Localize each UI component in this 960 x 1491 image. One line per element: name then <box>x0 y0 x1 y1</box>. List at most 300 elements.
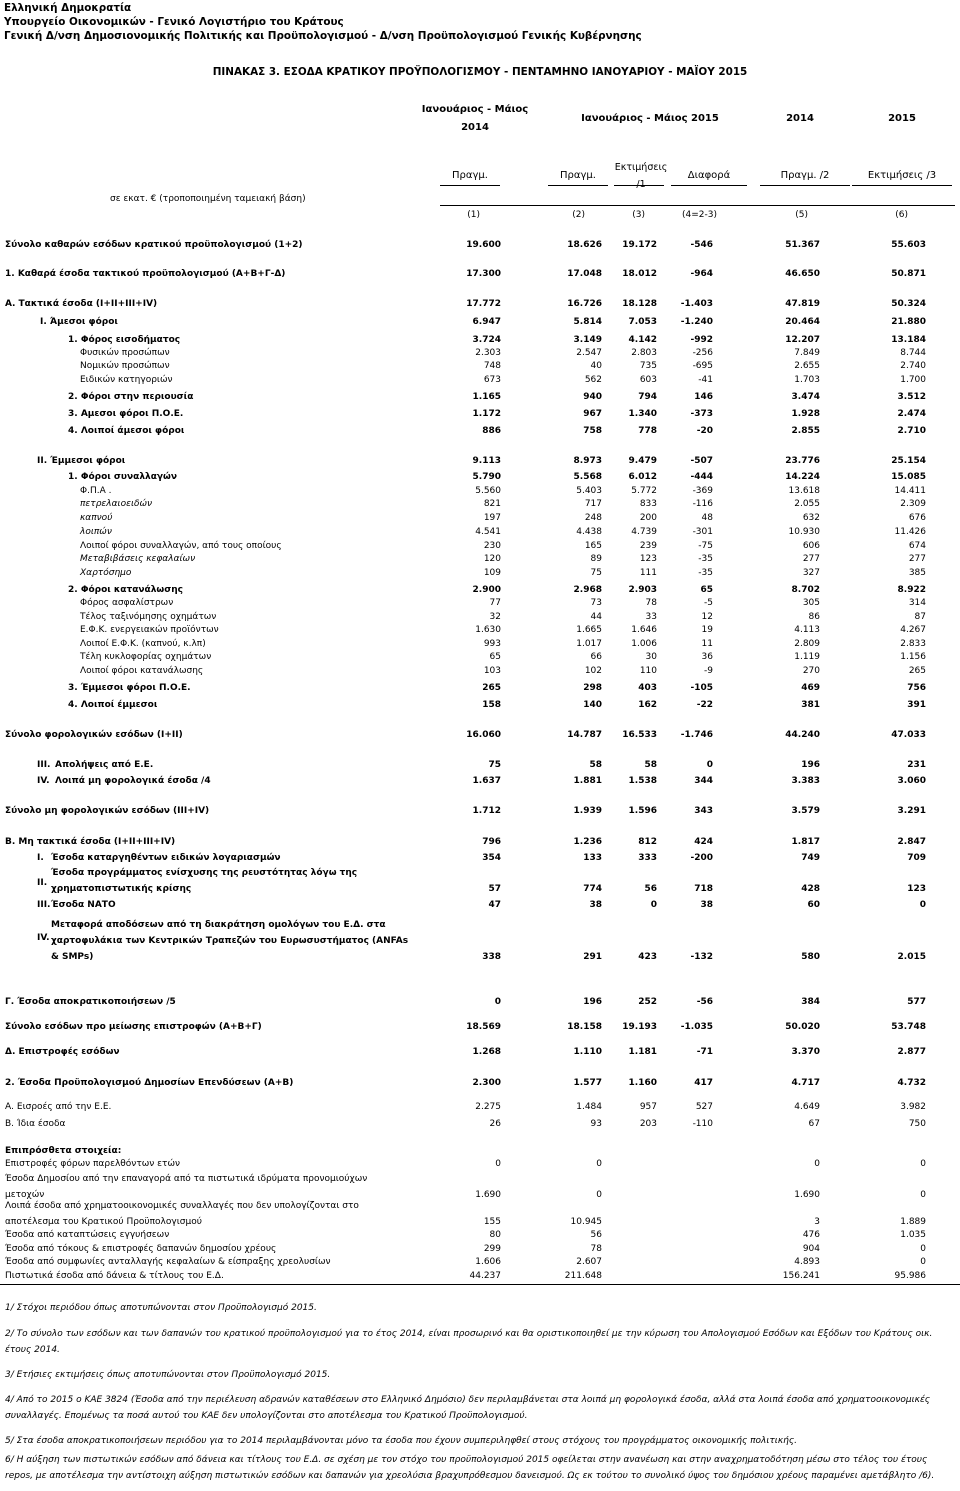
cell-col-2: 1.577 <box>573 1078 602 1088</box>
cell-col-4: -1.746 <box>680 730 713 740</box>
cell-col-6: 2.309 <box>900 499 926 509</box>
cell-col-4: 146 <box>694 392 713 402</box>
cell-col-3: 6.012 <box>628 472 657 482</box>
cell-col-1: 75 <box>488 760 501 770</box>
cell-col-2: 1.110 <box>573 1047 602 1057</box>
rule <box>614 185 664 186</box>
colnum-2: (2) <box>572 210 585 220</box>
cell-col-4: -105 <box>690 683 713 693</box>
cell-col-3: 2.903 <box>628 585 657 595</box>
cell-col-2: 1.665 <box>576 625 602 635</box>
cell-col-6: 4.267 <box>900 625 926 635</box>
col-group-1-line-2: 2014 <box>461 122 489 133</box>
table-row <box>0 1173 960 1200</box>
cell-col-4: -75 <box>698 541 713 551</box>
cell-col-1: 265 <box>482 683 501 693</box>
cell-col-3: 603 <box>639 375 657 385</box>
row-label: 4. Λοιποί άμεσοι φόροι <box>68 426 185 436</box>
cell-col-2: 1.939 <box>573 806 602 816</box>
cell-col-2: 18.626 <box>567 240 602 250</box>
cell-col-3: 7.053 <box>628 317 657 327</box>
cell-col-3: 735 <box>639 361 657 371</box>
table-row <box>0 1270 960 1283</box>
row-label: Τέλος ταξινόμησης οχημάτων <box>80 612 217 622</box>
cell-col-6: 385 <box>908 568 926 578</box>
cell-col-5: 749 <box>801 853 820 863</box>
cell-col-5: 3.383 <box>791 776 820 786</box>
cell-col-5: 476 <box>802 1230 820 1240</box>
cell-col-6: 577 <box>907 997 926 1007</box>
cell-col-6: 50.871 <box>891 269 926 279</box>
table-row <box>0 996 960 1009</box>
cell-col-2: 14.787 <box>567 730 602 740</box>
cell-col-6: 674 <box>908 541 926 551</box>
cell-col-6: 1.700 <box>900 375 926 385</box>
cell-col-4: -56 <box>696 997 713 1007</box>
cell-col-1: 796 <box>482 837 501 847</box>
row-label: λοιπών <box>80 527 112 537</box>
cell-col-6: 25.154 <box>891 456 926 466</box>
cell-col-1: 0 <box>494 997 501 1007</box>
cell-col-3: 1.006 <box>631 639 657 649</box>
cell-col-4: -507 <box>690 456 713 466</box>
row-label: Χαρτόσημο <box>80 568 132 578</box>
table-row <box>0 408 960 421</box>
cell-col-4: -964 <box>690 269 713 279</box>
unit-label: σε εκατ. € (τροποποιημένη ταμειακή βάση) <box>110 194 306 204</box>
table-row <box>0 759 960 772</box>
footnote: 4/ Από το 2015 ο ΚΑΕ 3824 (Έσοδα από την περιέλευση αδρανών καταθέσεων στο Ελληνικό Δημόσιο) δεν περιλαμβάνεται στα λοιπά μη φορολογικά έσοδα, αλλά στα λοιπά έσοδα από χρηματοοικονομικές συναλλαγές. Επομένως τα ποσά αυτού του ΚΑΕ δεν υπολογίζονται στο αποτέλεσμα του Κρατικού Προϋπολογισμού. <box>5 1395 931 1421</box>
cell-col-3: 33 <box>645 612 657 622</box>
col-group-3: 2014 <box>786 113 814 124</box>
cell-col-1: 338 <box>482 952 501 962</box>
col-group-1-line-1: Ιανουάριος - Μάιος <box>421 104 529 115</box>
row-label: Μεταφορά αποδόσεων από τη διακράτηση ομολόγων του Ε.Δ. στα <box>51 920 386 930</box>
cell-col-5: 2.055 <box>794 499 820 509</box>
cell-col-3: 1.340 <box>628 409 657 419</box>
footnote: 5/ Στα έσοδα αποκρατικοποιήσεων περιόδου για το 2014 περιλαμβάνονται μόνο τα έσοδα που έχουν συμπεριληφθεί στους στόχους του προγράμματος οικονομικής πολιτικής. <box>5 1436 798 1446</box>
cell-col-5: 1.119 <box>794 652 820 662</box>
cell-col-2: 298 <box>583 683 602 693</box>
row-label: Λοιποί Ε.Φ.Κ. (καπνού, κ.λπ) <box>80 639 206 649</box>
cell-col-2: 56 <box>590 1230 602 1240</box>
cell-col-2: 75 <box>590 568 602 578</box>
cell-col-5: 3.370 <box>791 1047 820 1057</box>
cell-col-3: 1.160 <box>628 1078 657 1088</box>
cell-col-6: 0 <box>920 1244 926 1254</box>
table-row <box>0 455 960 468</box>
row-label: Ε.Φ.Κ. ενεργειακών προϊόντων <box>80 625 219 635</box>
rule <box>671 185 747 186</box>
cell-col-2: 140 <box>583 700 602 710</box>
cell-col-5: 51.367 <box>785 240 820 250</box>
cell-col-2: 1.484 <box>576 1102 602 1112</box>
cell-col-4: -444 <box>690 472 713 482</box>
table-row <box>0 1158 960 1171</box>
table-title: ΠΙΝΑΚΑΣ 3. ΕΣΟΔΑ ΚΡΑΤΙΚΟΥ ΠΡΟΫΠΟΛΟΓΙΣΜΟΥ - ΠΕΝΤΑΜΗΝΟ ΙΑΝΟΥΑΡΙΟΥ - ΜΑΪΟΥ 2015 <box>212 66 748 78</box>
cell-col-6: 2.740 <box>900 361 926 371</box>
col-group-2: Ιανουάριος - Μάιος 2015 <box>581 113 719 124</box>
table-row <box>0 624 960 637</box>
cell-col-6: 14.411 <box>894 486 926 496</box>
cell-col-6: 391 <box>907 700 926 710</box>
table-row <box>0 239 960 252</box>
cell-col-3: 1.181 <box>628 1047 657 1057</box>
cell-col-6: 277 <box>908 554 926 564</box>
row-label: Επιπρόσθετα στοιχεία: <box>5 1146 122 1156</box>
row-label: Λοιποί φόροι συναλλαγών, από τους οποίους <box>80 541 282 551</box>
header-line-2: Υπουργείο Οικονομικών - Γενικό Λογιστήριο του Κράτους <box>4 16 344 28</box>
cell-col-3: 794 <box>638 392 657 402</box>
cell-col-5: 3.579 <box>791 806 820 816</box>
cell-col-6: 2.847 <box>897 837 926 847</box>
cell-col-2: 18.158 <box>567 1022 602 1032</box>
cell-col-3: 4.739 <box>631 527 657 537</box>
table-row <box>0 729 960 742</box>
cell-col-4: -116 <box>692 499 713 509</box>
cell-col-1: 354 <box>482 853 501 863</box>
cell-col-3: 252 <box>638 997 657 1007</box>
cell-col-5: 384 <box>801 997 820 1007</box>
cell-col-2: 78 <box>590 1244 602 1254</box>
col-head-2: Πραγμ. <box>560 170 596 181</box>
cell-col-3: 833 <box>639 499 657 509</box>
cell-col-4: 19 <box>701 625 713 635</box>
cell-col-2: 2.547 <box>576 348 602 358</box>
cell-col-3: 1.646 <box>631 625 657 635</box>
row-label: 3. Έμμεσοι φόροι Π.Ο.Ε. <box>68 683 191 693</box>
cell-col-6: 2.877 <box>897 1047 926 1057</box>
table-row <box>0 611 960 624</box>
table-row <box>0 512 960 525</box>
row-label: II. Έμμεσοι φόροι <box>37 456 126 466</box>
cell-col-2: 4.438 <box>576 527 602 537</box>
cell-col-1: 5.790 <box>472 472 501 482</box>
cell-col-1: 155 <box>483 1217 501 1227</box>
cell-col-4: -132 <box>690 952 713 962</box>
cell-col-2: 758 <box>583 426 602 436</box>
row-label: Επιστροφές φόρων παρελθόντων ετών <box>5 1159 181 1169</box>
cell-col-6: 3.512 <box>897 392 926 402</box>
cell-col-2: 196 <box>583 997 602 1007</box>
cell-col-2: 38 <box>589 900 602 910</box>
cell-col-3: 162 <box>638 700 657 710</box>
table-row <box>0 1229 960 1242</box>
cell-col-3: 2.803 <box>631 348 657 358</box>
rule <box>0 1284 960 1285</box>
row-label: Β. Μη τακτικά έσοδα (I+II+III+IV) <box>5 837 176 847</box>
cell-col-4: -35 <box>698 554 713 564</box>
cell-col-3: 30 <box>645 652 657 662</box>
cell-col-1: 17.772 <box>466 299 501 309</box>
cell-col-6: 0 <box>919 900 926 910</box>
cell-col-6: 3.291 <box>897 806 926 816</box>
cell-col-2: 44 <box>590 612 602 622</box>
cell-col-6: 8.922 <box>897 585 926 595</box>
cell-col-5: 305 <box>802 598 820 608</box>
cell-col-3: 333 <box>638 853 657 863</box>
cell-col-4: -992 <box>690 335 713 345</box>
cell-col-3: 812 <box>638 837 657 847</box>
cell-col-6: 53.748 <box>891 1022 926 1032</box>
cell-col-1: 748 <box>483 361 501 371</box>
row-label: Δ. Επιστροφές εσόδων <box>5 1047 120 1057</box>
col-head-1: Πραγμ. <box>452 170 488 181</box>
cell-col-4: 527 <box>695 1102 713 1112</box>
cell-col-3: 111 <box>639 568 657 578</box>
cell-col-2: 291 <box>583 952 602 962</box>
cell-col-6: 21.880 <box>891 317 926 327</box>
cell-col-5: 46.650 <box>785 269 820 279</box>
cell-col-3: 19.193 <box>622 1022 657 1032</box>
cell-col-1: 1.165 <box>472 392 501 402</box>
cell-col-5: 327 <box>802 568 820 578</box>
row-label: 4. Λοιποί έμμεσοι <box>68 700 158 710</box>
cell-col-2: 3.149 <box>573 335 602 345</box>
footnote: 6/ Η αύξηση των πιστωτικών εσόδων από δάνεια και τίτλους του Ε.Δ. σε σχέση με τον στόχο του προϋπολογισμού 2015 οφείλεται στην ανανέωση και στην αναχρηματοδότηση μέσω στο τέλος του έτους repos, με αποτέλεσμα την αντίστοιχη αύξηση πιστωτικών εσόδων και δαπανών για χρεολύσια βραχυπρόθεσμου δανεισμού. Ως εκ τούτου το συνολικό ύψος του δημόσιου χρέους παραμένει αμετάβλητο /6). <box>5 1455 935 1481</box>
cell-col-6: 2.015 <box>897 952 926 962</box>
cell-col-1: 2.275 <box>475 1102 501 1112</box>
cell-col-3: 5.772 <box>631 486 657 496</box>
cell-col-1: 4.541 <box>475 527 501 537</box>
cell-col-5: 0 <box>814 1159 820 1169</box>
cell-col-2: 73 <box>590 598 602 608</box>
cell-col-3: 203 <box>639 1119 657 1129</box>
cell-col-4: 65 <box>700 585 713 595</box>
cell-col-6: 709 <box>907 853 926 863</box>
cell-col-5: 606 <box>802 541 820 551</box>
cell-col-5: 2.809 <box>794 639 820 649</box>
table-row <box>0 1256 960 1269</box>
cell-col-5: 381 <box>801 700 820 710</box>
cell-col-1: 80 <box>489 1230 501 1240</box>
cell-col-5: 3 <box>814 1217 820 1227</box>
table-row <box>0 899 960 912</box>
cell-col-4: -200 <box>690 853 713 863</box>
table-row <box>0 852 960 865</box>
row-label: Απολήψεις από Ε.Ε. <box>55 760 154 770</box>
cell-col-1: 197 <box>483 513 501 523</box>
cell-col-1: 6.947 <box>472 317 501 327</box>
row-label: Σύνολο φορολογικών εσόδων (I+II) <box>5 730 183 740</box>
table-row <box>0 699 960 712</box>
cell-col-4: 11 <box>701 639 713 649</box>
cell-col-1: 120 <box>483 554 501 564</box>
cell-col-1: 57 <box>488 884 501 894</box>
cell-col-4: -9 <box>704 666 713 676</box>
cell-col-2: 0 <box>596 1190 602 1200</box>
cell-col-5: 7.849 <box>794 348 820 358</box>
table-row <box>0 553 960 566</box>
row-label: Νομικών προσώπων <box>80 361 170 371</box>
row-label: I. Άμεσοι φόροι <box>40 317 118 327</box>
table-row <box>0 391 960 404</box>
cell-col-3: 18.128 <box>622 299 657 309</box>
cell-col-4: 424 <box>694 837 713 847</box>
cell-col-6: 95.986 <box>894 1271 926 1281</box>
table-row <box>0 1077 960 1090</box>
cell-col-1: 18.569 <box>466 1022 501 1032</box>
row-label: 1. Καθαρά έσοδα τακτικού προϋπολογισμού (Α+Β+Γ-Δ) <box>5 269 286 279</box>
colnum-5: (5) <box>795 210 808 220</box>
row-label: 3. Αμεσοι φόροι Π.Ο.Ε. <box>68 409 184 419</box>
colnum-1: (1) <box>467 210 480 220</box>
cell-col-5: 60 <box>807 900 820 910</box>
row-label: Έσοδα από τόκους & επιστροφές δαπανών δημοσίου χρέους <box>5 1244 277 1254</box>
row-roman-numeral: III. <box>37 760 51 770</box>
cell-col-4: -301 <box>692 527 713 537</box>
cell-col-1: 1.606 <box>475 1257 501 1267</box>
cell-col-2: 562 <box>584 375 602 385</box>
row-label: χαρτοφυλάκια των Κεντρικών Τραπεζών του Ευρωσυστήματος (ANFAs <box>51 936 409 946</box>
cell-col-3: 123 <box>639 554 657 564</box>
cell-col-3: 957 <box>639 1102 657 1112</box>
cell-col-3: 239 <box>639 541 657 551</box>
cell-col-1: 16.060 <box>466 730 501 740</box>
cell-col-1: 2.303 <box>475 348 501 358</box>
cell-col-2: 8.973 <box>573 456 602 466</box>
cell-col-2: 248 <box>584 513 602 523</box>
cell-col-5: 50.020 <box>785 1022 820 1032</box>
cell-col-4: -20 <box>696 426 713 436</box>
cell-col-3: 778 <box>638 426 657 436</box>
cell-col-5: 904 <box>802 1244 820 1254</box>
cell-col-4: 718 <box>694 884 713 894</box>
cell-col-1: 1.712 <box>472 806 501 816</box>
row-roman-numeral: III. <box>37 900 51 910</box>
cell-col-1: 5.560 <box>475 486 501 496</box>
rule <box>760 185 850 186</box>
cell-col-4: 12 <box>701 612 713 622</box>
row-label: Γ. Έσοδα αποκρατικοποιήσεων /5 <box>5 997 176 1007</box>
row-label: 1. Φόρος εισοδήματος <box>68 335 181 345</box>
row-label: Λοιπά μη φορολογικά έσοδα /4 <box>55 776 211 786</box>
cell-col-4: 417 <box>694 1078 713 1088</box>
cell-col-5: 14.224 <box>785 472 820 482</box>
cell-col-5: 13.618 <box>788 486 820 496</box>
cell-col-2: 165 <box>584 541 602 551</box>
cell-col-4: 38 <box>700 900 713 910</box>
cell-col-5: 1.928 <box>791 409 820 419</box>
row-label: Σύνολο μη φορολογικών εσόδων (III+IV) <box>5 806 210 816</box>
cell-col-2: 2.607 <box>576 1257 602 1267</box>
cell-col-4: -5 <box>704 598 713 608</box>
table-row <box>0 919 960 962</box>
cell-col-2: 5.814 <box>573 317 602 327</box>
row-label: καπνού <box>80 513 113 523</box>
cell-col-5: 4.649 <box>794 1102 820 1112</box>
cell-col-6: 750 <box>908 1119 926 1129</box>
cell-col-3: 58 <box>644 760 657 770</box>
rule <box>440 205 955 206</box>
cell-col-5: 580 <box>801 952 820 962</box>
cell-col-6: 0 <box>920 1257 926 1267</box>
cell-col-6: 13.184 <box>891 335 926 345</box>
cell-col-6: 123 <box>907 884 926 894</box>
cell-col-1: 32 <box>489 612 501 622</box>
cell-col-2: 940 <box>583 392 602 402</box>
row-roman-numeral: II. <box>37 878 48 888</box>
cell-col-6: 2.833 <box>900 639 926 649</box>
cell-col-2: 2.968 <box>573 585 602 595</box>
cell-col-2: 1.881 <box>573 776 602 786</box>
cell-col-2: 211.648 <box>564 1271 602 1281</box>
cell-col-5: 3.474 <box>791 392 820 402</box>
row-label: Φυσικών προσώπων <box>80 348 170 358</box>
cell-col-1: 993 <box>483 639 501 649</box>
cell-col-6: 3.060 <box>897 776 926 786</box>
table-row <box>0 1021 960 1034</box>
cell-col-6: 0 <box>920 1190 926 1200</box>
table-row <box>0 1243 960 1256</box>
cell-col-4: -369 <box>692 486 713 496</box>
cell-col-1: 3.724 <box>472 335 501 345</box>
row-label: Β. Ίδια έσοδα <box>5 1119 66 1129</box>
table-row <box>0 316 960 329</box>
row-label: Μεταβιβάσεις κεφαλαίων <box>80 554 196 564</box>
row-label: Α. Εισροές από την Ε.Ε. <box>5 1102 112 1112</box>
cell-col-5: 270 <box>802 666 820 676</box>
cell-col-5: 23.776 <box>785 456 820 466</box>
cell-col-2: 1.236 <box>573 837 602 847</box>
cell-col-4: -110 <box>692 1119 713 1129</box>
cell-col-1: 821 <box>483 499 501 509</box>
cell-col-4: 343 <box>694 806 713 816</box>
col-head-4: Διαφορά <box>687 170 731 181</box>
row-label: & SMPs) <box>51 952 94 962</box>
cell-col-4: -1.240 <box>680 317 713 327</box>
footnote: 3/ Ετήσιες εκτιμήσεις όπως αποτυπώνονται στον Προϋπολογισμό 2015. <box>5 1370 331 1380</box>
cell-col-5: 4.717 <box>791 1078 820 1088</box>
cell-col-3: 18.012 <box>622 269 657 279</box>
table-row <box>0 1046 960 1059</box>
cell-col-1: 65 <box>489 652 501 662</box>
table-row <box>0 360 960 373</box>
table-row <box>0 665 960 678</box>
cell-col-5: 2.655 <box>794 361 820 371</box>
cell-col-5: 8.702 <box>791 585 820 595</box>
cell-col-2: 5.403 <box>576 486 602 496</box>
cell-col-3: 0 <box>650 900 657 910</box>
cell-col-5: 156.241 <box>782 1271 820 1281</box>
cell-col-6: 265 <box>908 666 926 676</box>
table-row <box>0 425 960 438</box>
table-row <box>0 1200 960 1227</box>
cell-col-5: 86 <box>808 612 820 622</box>
table-row <box>0 334 960 347</box>
header-line-3: Γενική Δ/νση Δημοσιονομικής Πολιτικής και Προϋπολογισμού - Δ/νση Προϋπολογισμού Γενικής Κυβέρνησης <box>4 30 642 42</box>
table-row <box>0 597 960 610</box>
row-label: χρηματοπιστωτικής κρίσης <box>51 884 192 894</box>
cell-col-3: 1.538 <box>628 776 657 786</box>
cell-col-6: 15.085 <box>891 472 926 482</box>
cell-col-1: 0 <box>495 1159 501 1169</box>
cell-col-6: 3.982 <box>900 1102 926 1112</box>
cell-col-1: 1.172 <box>472 409 501 419</box>
cell-col-3: 16.533 <box>622 730 657 740</box>
cell-col-3: 110 <box>639 666 657 676</box>
cell-col-3: 9.479 <box>628 456 657 466</box>
cell-col-1: 158 <box>482 700 501 710</box>
cell-col-1: 2.300 <box>472 1078 501 1088</box>
cell-col-1: 103 <box>483 666 501 676</box>
cell-col-1: 109 <box>483 568 501 578</box>
cell-col-5: 47.819 <box>785 299 820 309</box>
row-label: Α. Τακτικά έσοδα (I+II+III+IV) <box>5 299 158 309</box>
table-row <box>0 775 960 788</box>
table-row <box>0 682 960 695</box>
cell-col-5: 10.930 <box>788 527 820 537</box>
